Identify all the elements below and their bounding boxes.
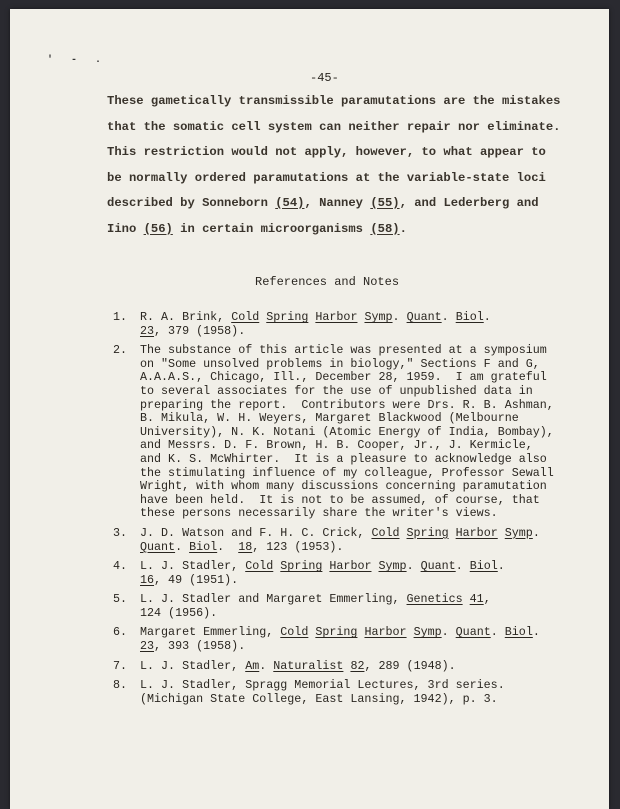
underlined-text: Cold — [371, 525, 400, 540]
text-line — [140, 607, 491, 621]
page-number: -45- — [310, 71, 339, 85]
text-line — [107, 89, 560, 115]
underlined-text: Biol — [504, 625, 533, 640]
text-line — [140, 660, 456, 674]
reference-item — [113, 679, 554, 706]
text-segment: . — [399, 221, 407, 236]
reference-item — [113, 527, 554, 554]
text-segment: . — [490, 625, 505, 640]
text-segment: This restriction would not apply, however, to what appear to — [107, 145, 546, 159]
text-segment: and Messrs. D. F. Brown, H. B. Cooper, Jr., J. Kermicle, — [140, 438, 533, 453]
text-line — [140, 626, 540, 640]
reference-text — [140, 626, 540, 653]
text-segment: . — [497, 559, 505, 574]
reference-item — [113, 560, 554, 587]
underlined-text: Biol — [469, 559, 498, 574]
text-line — [140, 560, 505, 574]
reference-text — [140, 311, 491, 338]
body-paragraph — [107, 89, 560, 242]
text-line — [140, 439, 554, 453]
underlined-text: Quant — [140, 539, 176, 554]
text-segment: L. J. Stadler and Margaret Emmerling, — [140, 592, 407, 607]
text-line — [140, 426, 554, 440]
text-line — [140, 412, 554, 426]
underlined-text: Symp — [413, 625, 442, 640]
text-segment: J. D. Watson and F. H. C. Crick, — [140, 525, 372, 540]
underlined-text: Biol — [455, 310, 484, 324]
reference-text — [140, 527, 540, 554]
text-line — [107, 166, 560, 192]
underlined-text: 16 — [140, 572, 155, 587]
text-segment: Wright, with whom many discussions concerning paramutation — [140, 479, 547, 494]
text-segment: and K. S. McWhirter. It is a pleasure to acknowledge also — [140, 451, 547, 466]
underlined-text: 82 — [350, 658, 365, 673]
text-segment: 124 (1956). — [140, 605, 218, 620]
text-line — [140, 693, 505, 707]
underlined-text: Cold — [280, 625, 309, 640]
text-segment: Margaret Emmerling, — [140, 625, 281, 640]
text-segment: . — [455, 559, 470, 574]
text-segment: The substance of this article was presented at a symposium — [140, 343, 547, 358]
text-line — [140, 507, 554, 521]
underlined-text: Spring — [280, 559, 323, 574]
text-segment: A.A.A.S., Chicago, Ill., December 28, 1959. I am grateful — [140, 370, 547, 385]
text-line — [107, 217, 560, 243]
reference-number: 3. — [113, 525, 128, 540]
underlined-text: 41 — [469, 592, 484, 607]
underlined-text: Spring — [266, 310, 309, 324]
text-line — [140, 494, 554, 508]
underlined-text: Am — [245, 658, 260, 673]
underlined-text: Biol — [189, 539, 218, 554]
text-line — [140, 640, 540, 654]
underlined-text: Harbor — [315, 310, 358, 324]
text-segment: , 393 (1958). — [154, 639, 246, 654]
underlined-text: Harbor — [364, 625, 407, 640]
text-segment — [400, 526, 407, 540]
underlined-text: (54) — [275, 196, 305, 210]
text-segment: be normally ordered paramutations at the variable-state loci — [107, 170, 546, 185]
text-segment: , 379 (1958). — [154, 323, 246, 338]
text-line — [140, 344, 554, 358]
text-line — [107, 115, 560, 141]
text-segment — [372, 559, 379, 573]
underlined-text: Naturalist — [273, 658, 344, 673]
text-line — [140, 593, 491, 607]
text-segment: Iino — [107, 221, 144, 236]
underlined-text: 23 — [140, 639, 155, 654]
text-line — [140, 453, 554, 467]
text-segment: . — [441, 310, 456, 324]
section-heading: References and Notes — [255, 275, 400, 289]
underlined-text: Cold — [231, 310, 260, 324]
text-line — [140, 467, 554, 481]
text-segment: . — [406, 559, 421, 574]
text-line — [140, 399, 554, 413]
underlined-text: Harbor — [455, 525, 498, 540]
text-segment: preparing the report. Contributors were Drs. R. B. Ashman, — [140, 397, 554, 412]
text-segment: . — [392, 310, 407, 324]
text-segment: . — [175, 539, 190, 554]
text-segment — [498, 526, 505, 540]
underlined-text: (56) — [143, 221, 173, 236]
underlined-text: Quant — [406, 310, 442, 324]
text-segment: , 289 (1948). — [364, 658, 456, 673]
text-segment — [449, 526, 456, 540]
reference-item — [113, 593, 554, 620]
reference-text — [140, 679, 505, 706]
reference-item — [113, 311, 554, 338]
reference-number: 5. — [113, 592, 128, 607]
text-segment: L. J. Stadler, — [140, 658, 246, 673]
text-segment: have been held. It is not to be assumed, of course, that — [140, 492, 540, 507]
text-segment: . — [441, 625, 456, 640]
text-line — [140, 358, 554, 372]
underlined-text: Spring — [406, 525, 449, 540]
text-line — [140, 325, 491, 339]
underlined-text: Genetics — [406, 592, 463, 607]
underlined-text: Symp — [378, 559, 407, 574]
text-segment: the stimulating influence of my colleague, Professor Sewall — [140, 465, 554, 480]
underlined-text: Harbor — [329, 559, 372, 574]
text-segment: described by Sonneborn — [107, 196, 276, 210]
underlined-text: (55) — [370, 196, 400, 210]
text-segment: that the somatic cell system can neither repair nor eliminate. — [107, 119, 561, 134]
reference-item — [113, 660, 554, 674]
reference-number: 6. — [113, 625, 128, 640]
reference-number: 1. — [113, 310, 128, 324]
reference-item — [113, 344, 554, 521]
text-segment: L. J. Stadler, — [140, 559, 246, 574]
reference-number: 8. — [113, 678, 128, 693]
text-line — [140, 480, 554, 494]
text-segment: R. A. Brink, — [140, 310, 232, 324]
reference-text — [140, 660, 456, 674]
text-line — [140, 385, 554, 399]
underlined-text: (58) — [370, 221, 400, 236]
text-segment: in certain microorganisms — [172, 221, 371, 236]
text-segment: , — [483, 592, 491, 607]
underlined-text: Quant — [455, 625, 491, 640]
text-segment: B. Mikula, W. H. Weyers, Margaret Blackwood (Melbourne — [140, 411, 519, 426]
text-segment: , Nanney — [304, 196, 371, 210]
page-marks: ' - . — [47, 55, 108, 66]
underlined-text: Symp — [504, 525, 533, 540]
reference-item — [113, 626, 554, 653]
text-line — [140, 679, 505, 693]
text-segment: University), N. K. Notani (Atomic Energy of India, Bombay), — [140, 424, 554, 439]
text-line — [140, 541, 540, 555]
underlined-text: Cold — [245, 559, 274, 574]
text-segment: these persons necessarily share the writer's views. — [140, 506, 498, 521]
text-line — [140, 311, 491, 325]
underlined-text: 18 — [238, 539, 253, 554]
text-line — [107, 140, 560, 166]
text-line — [107, 191, 560, 217]
text-line — [140, 574, 505, 588]
text-segment — [407, 625, 414, 639]
text-segment: . — [259, 658, 274, 673]
reference-number: 4. — [113, 559, 128, 574]
text-segment: . — [483, 310, 491, 324]
underlined-text: Quant — [420, 559, 456, 574]
text-segment: , 49 (1951). — [154, 572, 239, 587]
text-segment: , and Lederberg and — [399, 196, 539, 210]
reference-text — [140, 593, 491, 620]
text-segment: . — [532, 525, 540, 540]
text-line — [140, 527, 540, 541]
text-segment: on "Some unsolved problems in biology," Sections F and G, — [140, 356, 540, 371]
reference-number: 7. — [113, 658, 128, 673]
text-line — [140, 371, 554, 385]
text-segment: (Michigan State College, East Lansing, 1942), p. 3. — [140, 691, 498, 706]
text-segment: to several associates for the use of unpublished data in — [140, 383, 533, 398]
underlined-text: 23 — [140, 323, 155, 338]
text-segment — [463, 592, 470, 606]
text-segment: . — [217, 539, 239, 554]
underlined-text: Symp — [364, 310, 393, 324]
reference-text — [140, 560, 505, 587]
references-list — [113, 311, 554, 712]
text-segment: . — [532, 625, 540, 640]
text-segment: These gametically transmissible paramutations are the mistakes — [107, 94, 561, 108]
reference-text — [140, 344, 554, 521]
text-segment: , 123 (1953). — [252, 539, 344, 554]
reference-number: 2. — [113, 343, 128, 358]
document-page — [10, 9, 609, 809]
text-segment: L. J. Stadler, Spragg Memorial Lectures, 3rd series. — [140, 678, 505, 693]
underlined-text: Spring — [315, 625, 358, 640]
